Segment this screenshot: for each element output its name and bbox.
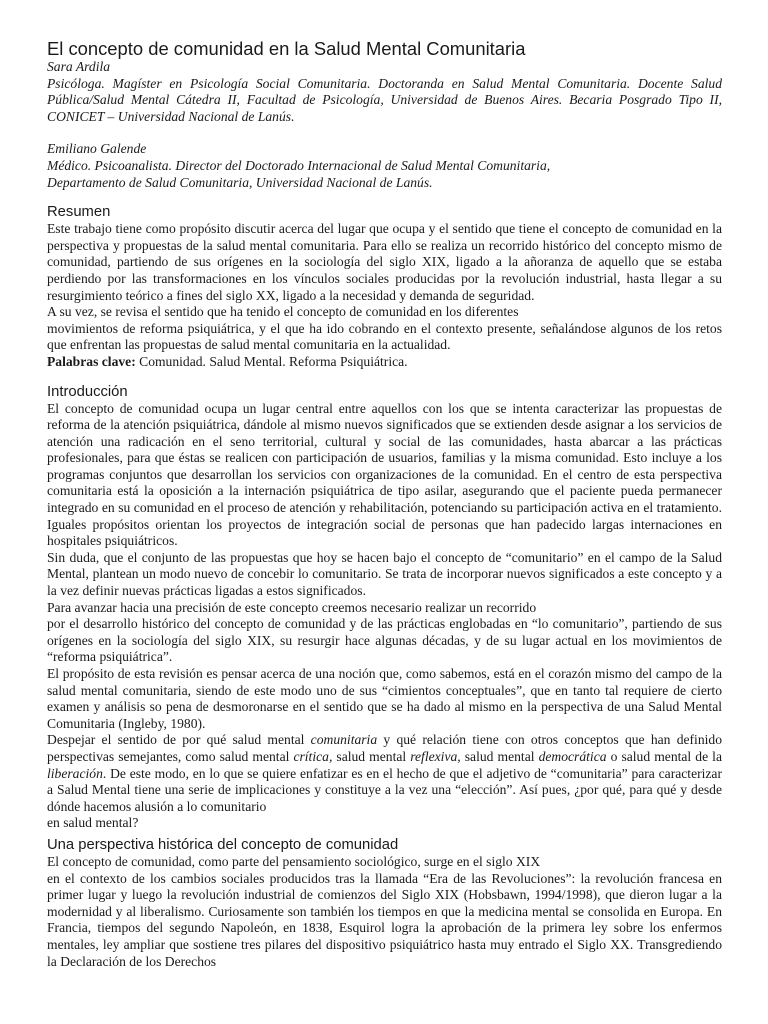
abstract-paragraph-line: A su vez, se revisa el sentido que ha tenido el concepto de comunidad en los diferentes (47, 304, 519, 320)
text-run: salud mental (332, 748, 411, 764)
section-heading-historia: Una perspectiva histórica del concepto de comunidad (47, 836, 399, 853)
text-run: Despejar el sentido de por qué salud mental (47, 732, 311, 748)
author-name: Sara Ardila (47, 59, 111, 74)
body-paragraph-line: El concepto de comunidad, como parte del pensamiento sociológico, surge en el siglo XIX (47, 853, 541, 869)
author-name: Emiliano Galende (47, 141, 147, 157)
text-run: salud mental (460, 748, 539, 764)
keywords-label: Palabras clave: (47, 353, 136, 369)
text-run: y qué relación tiene con otros conceptos que han definido perspectivas semejantes, como salud mental (47, 732, 723, 764)
paper-title: El concepto de comunidad en la Salud Mental Comunitaria (47, 38, 526, 59)
author-affiliation-line: Departamento de Salud Comunitaria, Universidad Nacional de Lanús. (47, 174, 433, 190)
emphasis: reflexiva, (410, 748, 461, 764)
body-paragraph (47, 732, 722, 815)
abstract-paragraph: movimientos de reforma psiquiátrica, y el que ha ido cobrando en el contexto presente, señalándose algunos de los retos que enfrentan las propuestas de salud mental comunitaria en la actualidad. (47, 320, 722, 353)
emphasis: democrática (538, 748, 607, 764)
keywords (47, 354, 722, 371)
abstract-paragraph: Este trabajo tiene como propósito discutir acerca del lugar que ocupa y el sentido que tiene el concepto de comunidad en la perspectiva y propuestas de la salud mental comunitaria. Para ello se realiza un recorrido histórico del concepto mismo de comunidad, partiendo de sus orígenes en la sociología del siglo XIX, ligado a la añoranza de aquello que se estaba perdiendo por las transformaciones en los vínculos sociales producidas por la revolución industrial, hasta llegar a su resurgimiento teórico a fines del siglo XX, ligado a la necesidad y demanda de seguridad. (47, 221, 722, 303)
text-run: o salud mental de la (606, 748, 722, 764)
author-affiliation-line: Médico. Psicoanalista. Director del Doctorado Internacional de Salud Mental Comunitaria, (47, 157, 551, 173)
author-affiliation: Psicóloga. Magíster en Psicología Social Comunitaria. Doctoranda en Salud Mental Comunitaria. Docente Salud Pública/Salud Mental Cátedra II, Facultad de Psicología, Universidad de Buenos Aires. Becaria Posgrado Tipo II, CONICET – Universidad Nacional de Lanús. (47, 75, 722, 124)
body-paragraph: Sin duda, que el conjunto de las propuestas que hoy se hacen bajo el concepto de “comunitario” en el campo de la Salud Mental, plantean un modo nuevo de concebir lo comunitario. Se trata de incorporar nuevos significados a este concepto y a la vez definir nuevas prácticas ligadas a estos significados. (47, 549, 722, 599)
body-paragraph: en el contexto de los cambios sociales producidos tras la llamada “Era de las Revoluciones”: la revolución francesa en primer lugar y luego la revolución industrial de comienzos del Siglo XIX (Hobsbawn, 1994/1998), que dieron lugar a la modernidad y al liberalismo. Curiosamente son también los tiempos en que la medicina mental se consolida en Europa. En Francia, tiempos del segundo Napoleón, en 1838, Esquirol logra la aprobación de la primera ley sobre los enfermos mentales, ley ampliar que sostiene tres pilares del dispositivo psiquiátrico hasta muy entrado el Siglo XX. Transgrediendo la Declaración de los Derechos (47, 870, 722, 969)
body-paragraph: El propósito de esta revisión es pensar acerca de una noción que, como sabemos, está en el corazón mismo del campo de la salud mental comunitaria, siendo de este modo uno de sus “cimientos conceptuales”, que en tanto tal requiere de cierto examen y análisis so pena de desmoronarse en el sentido que se ha dado al mismo en la perspectiva de una Salud Mental Comunitaria (Ingleby, 1980). (47, 666, 722, 731)
emphasis: comunitaria (310, 732, 378, 748)
emphasis: crítica, (293, 748, 333, 764)
body-paragraph: El concepto de comunidad ocupa un lugar central entre aquellos con los que se intenta caracterizar las propuestas de reforma de la atención psiquiátrica, dándole al mismo nuevos significados que se extienden desde asignar a los servicios de atención una radicación en el seno territorial, cultural y social de las comunidades, hasta abarcar a las prácticas profesionales, para que éstas se realicen con participación de usuarios, familias y la misma comunidad. Esto incluye a los programas conjuntos que desarrollan los servicios con organizaciones de la comunidad. En el centro de esta perspectiva comunitaria está la oposición a la internación psiquiátrica de tipo asilar, asegurando que el paciente pueda permanecer integrado en su comunidad en el proceso de atención y rehabilitación, potenciando su participación activa en el tratamiento. Iguales propósitos orientan los proyectos de integración social de personas que han padecido largas internaciones en hospitales psiquiátricos. (47, 400, 722, 549)
keywords-list: Comunidad. Salud Mental. Reforma Psiquiátrica. (139, 353, 408, 369)
emphasis: liberación (47, 765, 103, 781)
section-heading-introduccion: Introducción (47, 383, 128, 400)
body-paragraph-line: Para avanzar hacia una precisión de este concepto creemos necesario realizar un recorrido (47, 599, 537, 615)
text-run: . De este modo, en lo que se quiere enfatizar es en el hecho de que el adjetivo de “comunitaria” para caracterizar a Salud Mental tiene una serie de implicaciones y constituye a la vez una “elección”. Así pues, ¿por qué, para qué y desde dónde hacemos alusión a lo comunitario (47, 765, 722, 814)
body-paragraph: por el desarrollo histórico del concepto de comunidad y de las prácticas englobadas en “lo comunitario”, partiendo de sus orígenes en la sociología del siglo XIX, su resurgir hace algunas décadas, y de su lugar actual en los movimientos de “reforma psiquiátrica”. (47, 616, 722, 665)
section-heading-resumen: Resumen (47, 204, 111, 221)
spacer (47, 125, 722, 141)
body-paragraph-line: en salud mental? (47, 815, 139, 831)
